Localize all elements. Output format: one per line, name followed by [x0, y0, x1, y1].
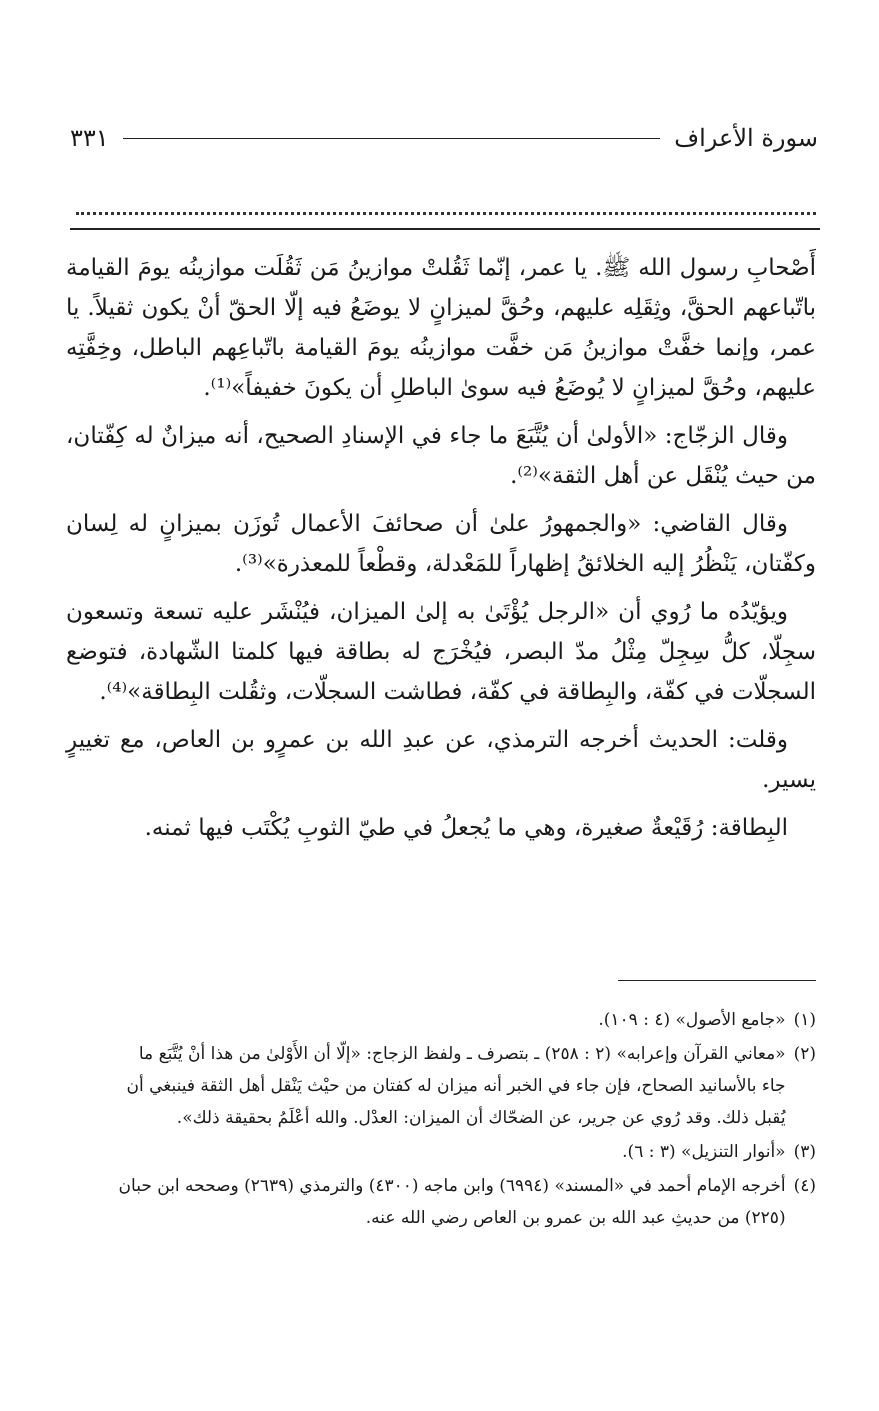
- footnote: [64, 1170, 816, 1234]
- header-rule: [123, 138, 661, 139]
- paragraph: وقلت: الحديث أخرجه الترمذي، عن عبدِ الله بن عمرٍو بن العاص، مع تغييرٍ يسير.: [66, 727, 816, 793]
- footnote-separator: [618, 980, 816, 981]
- footnote-text: [64, 1038, 786, 1134]
- footnote-text: [64, 1170, 786, 1234]
- footnote-number: (٣): [793, 1142, 816, 1162]
- paragraph: وقال الزجّاج: «الأولىٰ أن يُتَّبَعَ ما جاء في الإسنادِ الصحيح، أنه ميزانٌ له كِفّتان، من حيث يُنْقَل عن أهل الثقة»⁽²⁾.: [66, 423, 816, 489]
- text-divider: [70, 228, 820, 230]
- paragraph: البِطاقة: رُقَيْعةٌ صغيرة، وهي ما يُجعلُ في طيّ الثوبِ يُكْتَب فيها ثمنه.: [144, 815, 788, 841]
- footnote-number: (٤): [793, 1176, 816, 1196]
- dotted-divider: [76, 196, 816, 215]
- footnote-line: جاء بالأسانيد الصحاح، فإن جاء في الخبر أنه ميزان له كفتان من حيْث يَنْقل أهل الثقة فينبغي أن: [126, 1076, 786, 1096]
- footnote: [64, 1136, 816, 1168]
- footnote-line: أخرجه الإمام أحمد في «المسند» (٦٩٩٤) وابن ماجه (٤٣٠٠) والترمذي (٢٦٣٩) وصححه ابن حبان: [118, 1176, 786, 1196]
- running-header: [70, 120, 818, 156]
- footnote-text: [64, 1004, 786, 1036]
- footnote-number: (١): [793, 1010, 816, 1030]
- surah-title: سورة الأعراف: [674, 124, 818, 152]
- footnote-line: «جامع الأصول» (٤ : ١٠٩).: [598, 1010, 786, 1030]
- paragraph: أَصْحابِ رسول الله ﷺ. يا عمر، إنّما ثَقُلتْ موازينُ مَن ثَقُلَت موازينُه يومَ القيامة باتّباعهم الحقَّ، وثِقَلِه عليهم، وحُقَّ لميزانٍ لا يوضَعُ فيه إلّا الحقّ أنْ يكون ثقيلاً. يا عمر، وإنما خفَّتْ موازينُ مَن خفَّت موازينُه يومَ القيامة باتّباعِهم الباطل، وخِفَّتِه عليهم، وحُقَّ لميزانٍ لا يُوضَعُ فيه سوىٰ الباطلِ أن يكونَ خفيفاً»⁽¹⁾.: [66, 255, 816, 401]
- footnote: [64, 1038, 816, 1134]
- footnote-text: [64, 1136, 786, 1168]
- footnote-line: «أنوار التنزيل» (٣ : ٦).: [622, 1142, 786, 1162]
- footnote-line: يُقبل ذلك. وقد رُوي عن جرير، عن الضحّاك أن الميزان: العدْل. والله أعْلَمُ بحقيقة ذلك».: [176, 1108, 786, 1128]
- footnote: [64, 1004, 816, 1036]
- footnote-number: (٢): [793, 1044, 816, 1064]
- footnote-line: (٢٢٥) من حديثِ عبد الله بن عمرو بن العاص رضي الله عنه.: [365, 1208, 786, 1228]
- paragraph: ويؤيّدُه ما رُوي أن «الرجل يُؤْتَىٰ به إلىٰ الميزان، فيُنْشَر عليه تسعة وتسعون سجِلّا، كلُّ سِجِلّ مِثْلُ مدّ البصر، فيُخْرَج له بطاقة فيها كلمتا الشّهادة، فتوضع السجلّات في كفّة، والبِطاقة في كفّة، فطاشت السجلّات، وثقُلت البِطاقة»⁽⁴⁾.: [66, 599, 816, 705]
- page-number: ٣٣١: [70, 124, 109, 152]
- footnote-line: «معاني القرآن وإعرابه» (٢ : ٢٥٨) ـ بتصرف ـ ولفظ الزجاج: «إلّا أن الأَوْلىٰ من هذا أنْ يُتَّبَع ما: [138, 1044, 786, 1064]
- main-text: [66, 248, 816, 856]
- footnotes: [64, 1004, 816, 1236]
- paragraph: وقال القاضي: «والجمهورُ علىٰ أن صحائفَ الأعمال تُوزَن بميزانٍ له لِسان وكفّتان، يَنْظُرُ إليه الخلائقُ إظهاراً للمَعْدلة، وقطْعاً للمعذرة»⁽³⁾.: [66, 511, 816, 577]
